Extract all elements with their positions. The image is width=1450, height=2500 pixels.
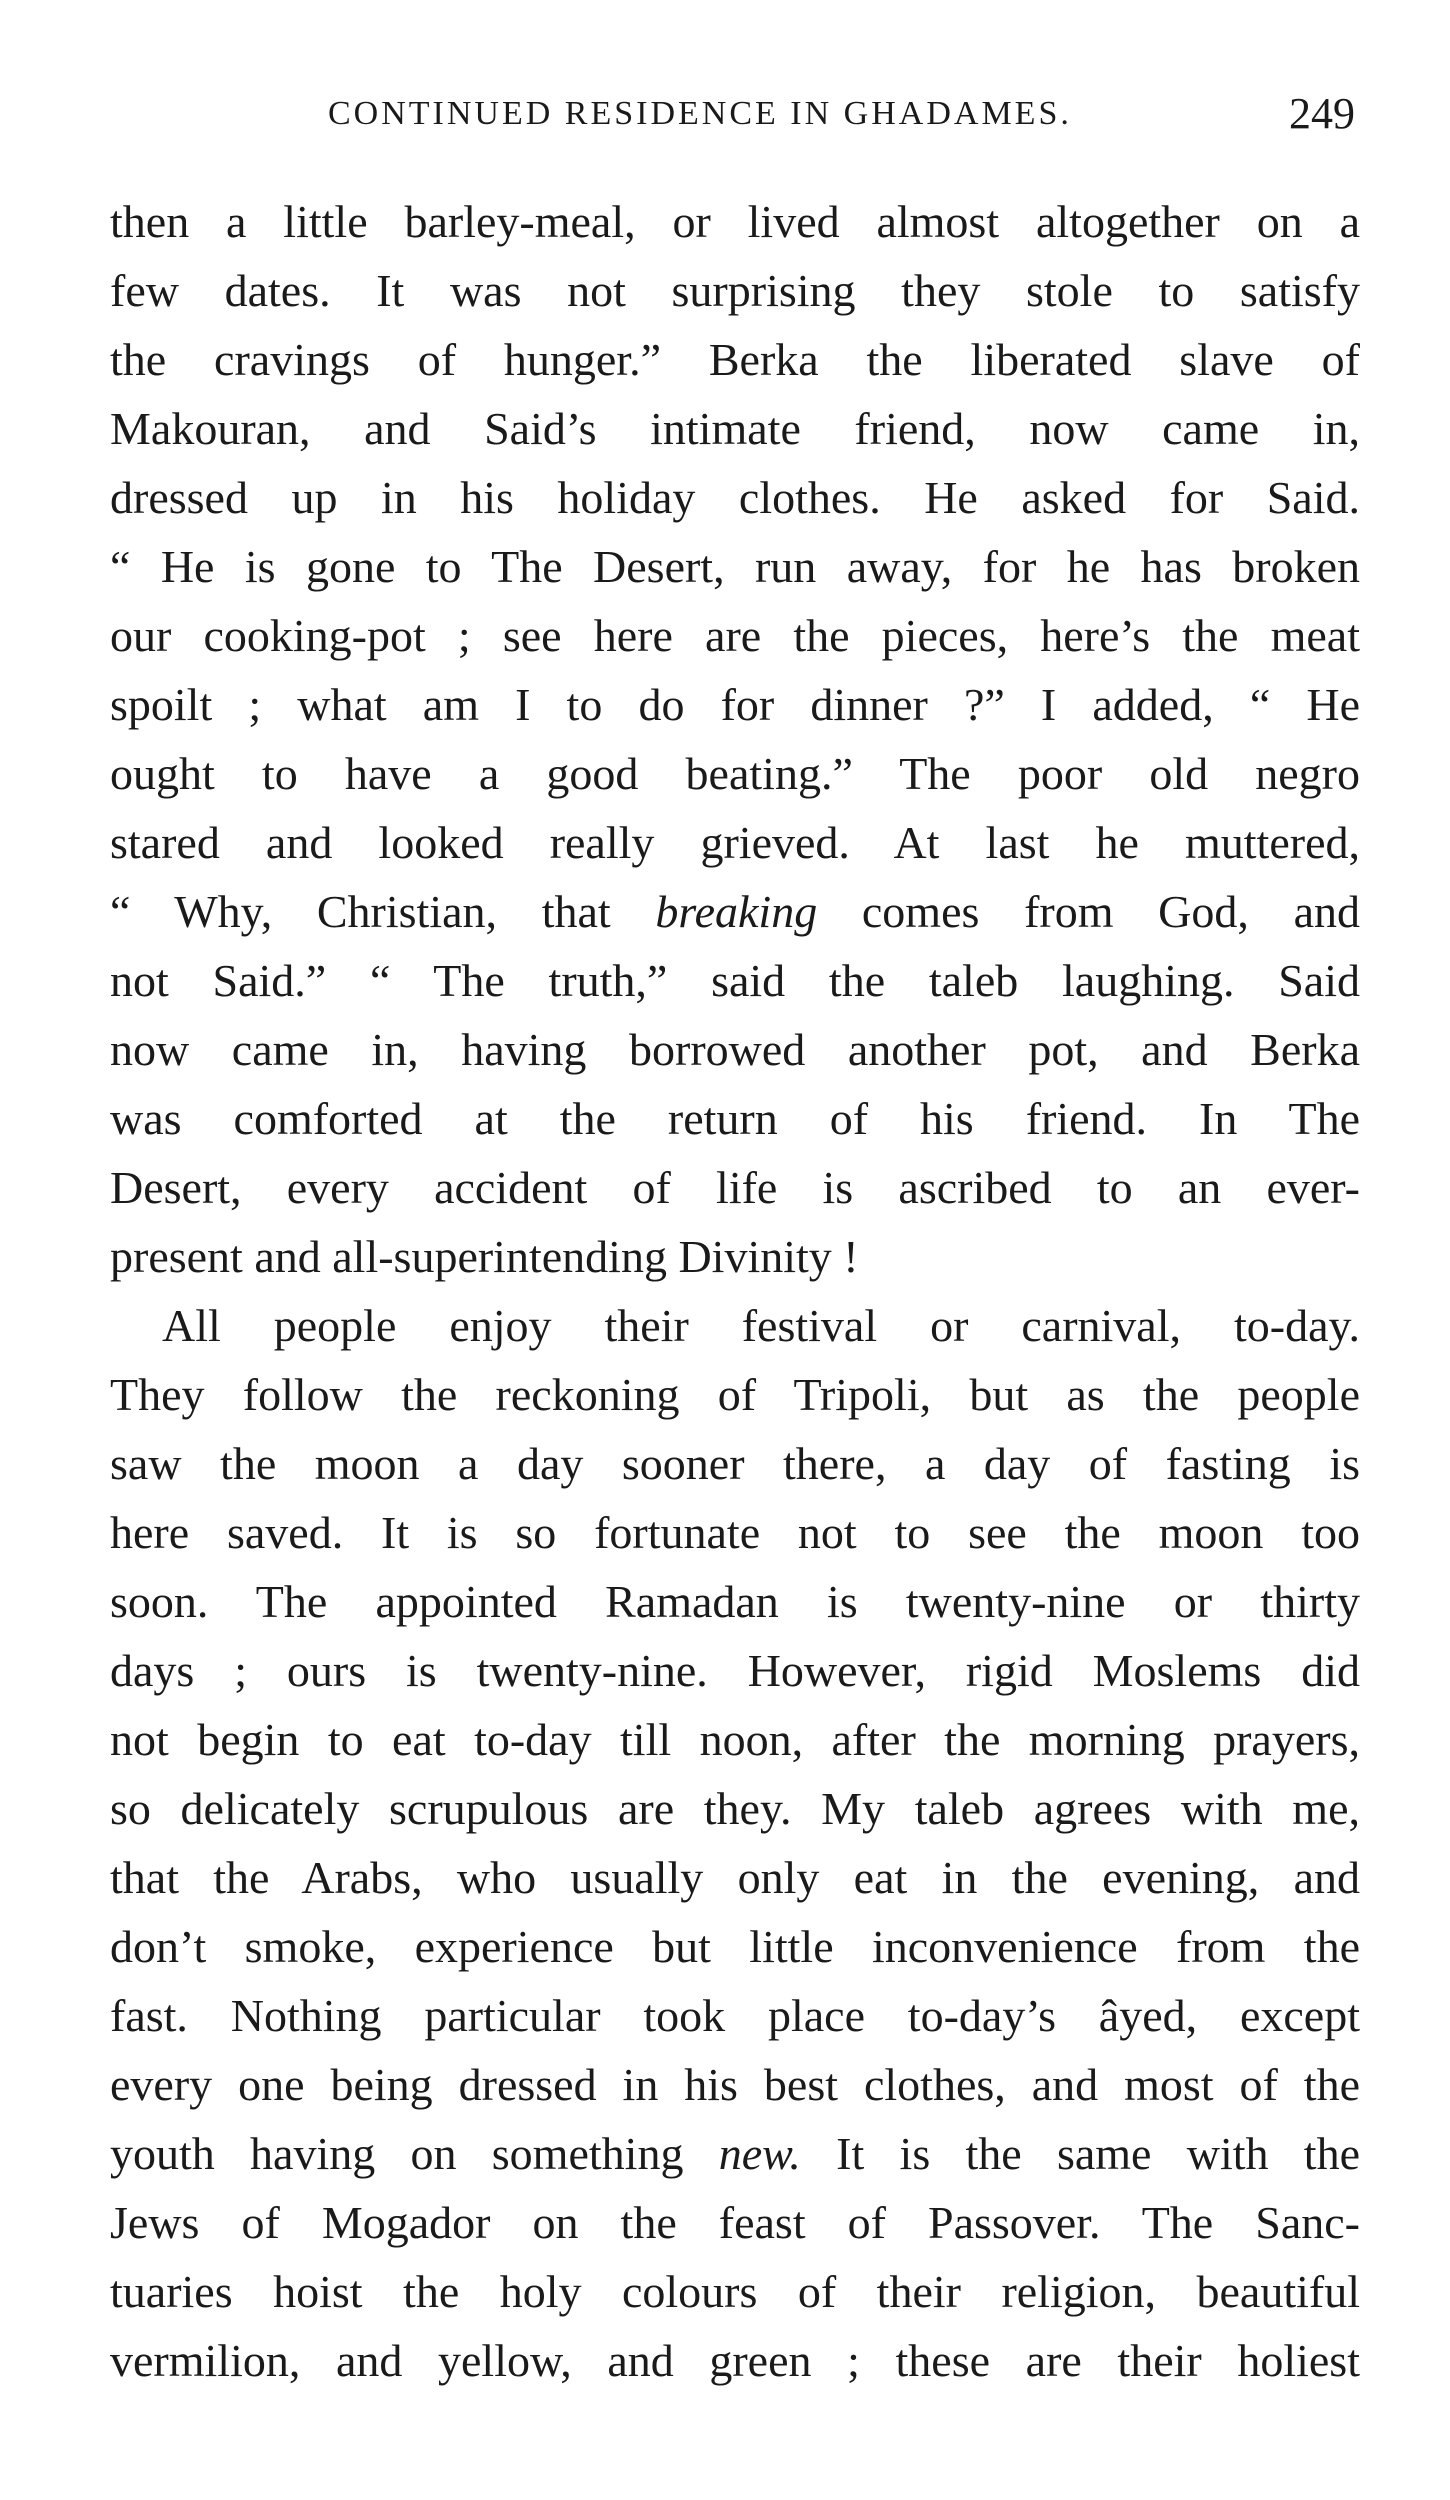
text-line: every one being dressed in his best clothes, and most of the <box>110 2059 1360 2110</box>
text-line: Makouran, and Said’s intimate friend, now came in, <box>110 403 1360 454</box>
text-line: our cooking-pot ; see here are the pieces, here’s the meat <box>110 610 1360 661</box>
text-line: stared and looked really grieved. At last he muttered, <box>110 817 1360 868</box>
page-number: 249 <box>1289 89 1355 138</box>
text-line: Jews of Mogador on the feast of Passover. The Sanc- <box>110 2197 1360 2248</box>
text-line: “ He is gone to The Desert, run away, for he has broken <box>110 541 1360 592</box>
text-line: here saved. It is so fortunate not to see the moon too <box>110 1507 1360 1558</box>
text-line: don’t smoke, experience but little inconvenience from the <box>110 1921 1360 1972</box>
italic-word: breaking <box>655 886 818 937</box>
text-line: dressed up in his holiday clothes. He asked for Said. <box>110 472 1360 523</box>
text-line: was comforted at the return of his friend. In The <box>110 1093 1360 1144</box>
text-line: the cravings of hunger.” Berka the liberated slave of <box>110 334 1360 385</box>
body-text <box>110 187 1360 2395</box>
line-segment: youth having on something <box>110 2128 719 2179</box>
text-line: not begin to eat to-day till noon, after the morning prayers, <box>110 1714 1360 1765</box>
line-segment: “ Why, Christian, that <box>110 886 656 937</box>
text-line: fast. Nothing particular took place to-day’s âyed, except <box>110 1990 1360 2041</box>
text-line: soon. The appointed Ramadan is twenty-nine or thirty <box>110 1576 1360 1627</box>
text-line: ought to have a good beating.” The poor old negro <box>110 748 1360 799</box>
text-line: not Said.” “ The truth,” said the taleb laughing. Said <box>110 955 1360 1006</box>
text-line: tuaries hoist the holy colours of their religion, beautiful <box>110 2266 1360 2317</box>
running-title: CONTINUED RESIDENCE IN GHADAMES. <box>328 95 1072 132</box>
text-line: now came in, having borrowed another pot, and Berka <box>110 1024 1360 1075</box>
text-line <box>110 2119 1360 2188</box>
line-segment: comes from God, and <box>817 886 1360 937</box>
paragraph-1 <box>110 187 1360 1291</box>
text-line: vermilion, and yellow, and green ; these are their holiest <box>110 2335 1360 2386</box>
text-line: present and all-superintending Divinity ! <box>110 1231 859 1282</box>
text-line: All people enjoy their festival or carnival, to-day. <box>162 1300 1360 1351</box>
text-line: few dates. It was not surprising they stole to satisfy <box>110 265 1360 316</box>
paragraph-2 <box>110 1291 1360 2395</box>
italic-word: new. <box>718 2128 801 2179</box>
text-line: days ; ours is twenty-nine. However, rigid Moslems did <box>110 1645 1360 1696</box>
text-line: then a little barley-meal, or lived almost altogether on a <box>110 196 1360 247</box>
text-line: so delicately scrupulous are they. My taleb agrees with me, <box>110 1783 1360 1834</box>
text-line: spoilt ; what am I to do for dinner ?” I added, “ He <box>110 679 1360 730</box>
text-line: saw the moon a day sooner there, a day of fasting is <box>110 1438 1360 1489</box>
line-segment: It is the same with the <box>800 2128 1360 2179</box>
text-line: Desert, every accident of life is ascribed to an ever- <box>110 1162 1360 1213</box>
text-line: that the Arabs, who usually only eat in the evening, and <box>110 1852 1360 1903</box>
running-head <box>110 88 1355 140</box>
text-line: They follow the reckoning of Tripoli, but as the people <box>110 1369 1360 1420</box>
text-line <box>110 877 1360 946</box>
